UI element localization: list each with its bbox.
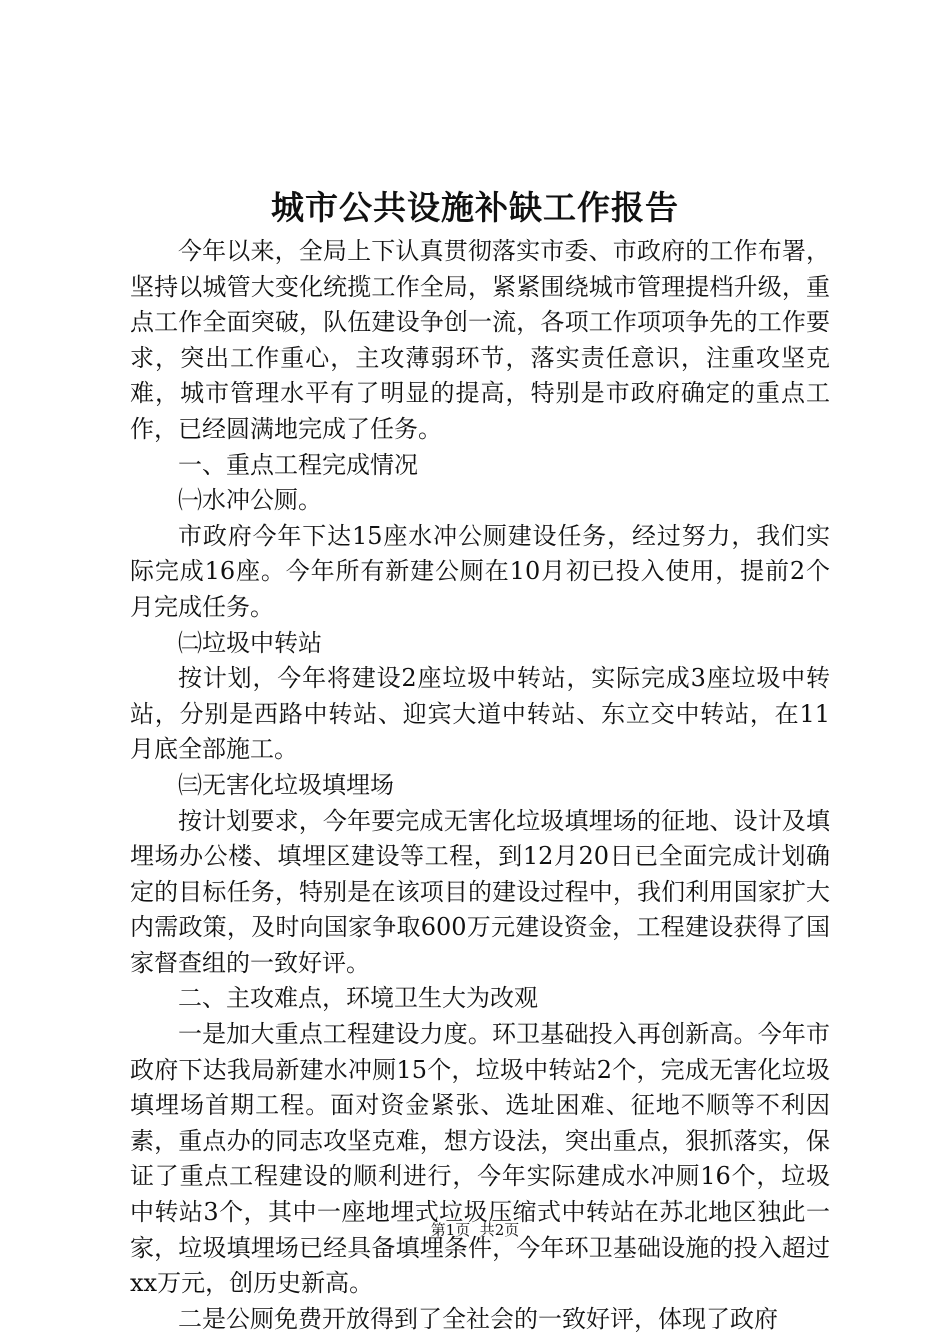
document-body xyxy=(130,234,830,1337)
paragraph-landfill: 按计划要求，今年要完成无害化垃圾填埋场的征地、设计及填埋场办公楼、填埋区建设等工程，到12月20日已全面完成计划确定的目标任务，特别是在该项目的建设过程中，我们利用国家扩大内需政策，及时向国家争取600万元建设资金，工程建设获得了国家督查组的一致好评。 xyxy=(130,806,830,977)
paragraph-transfer-stations: 按计划，今年将建设2座垃圾中转站，实际完成3座垃圾中转站，分别是西路中转站、迎宾大道中转站、东立交中转站，在11月底全部施工。 xyxy=(130,664,830,764)
subheading-toilets: ㈠水冲公厕。 xyxy=(178,486,322,515)
page-number: 第1页 xyxy=(430,1221,471,1239)
page-total: 共2页 xyxy=(479,1221,520,1239)
section-heading-1: 一、重点工程完成情况 xyxy=(178,450,418,479)
paragraph-toilets: 市政府今年下达15座水冲公厕建设任务，经过努力，我们实际完成16座。今年所有新建公厕在10月初已投入使用，提前2个月完成任务。 xyxy=(130,521,830,621)
paragraph-intro: 今年以来，全局上下认真贯彻落实市委、市政府的工作布署，坚持以城管大变化统揽工作全局，紧紧围绕城市管理提档升级，重点工作全面突破，队伍建设争创一流，各项工作项项争先的工作要求，突出工作重心，主攻薄弱环节，落实责任意识，注重攻坚克难，城市管理水平有了明显的提高，特别是市政府确定的重点工作，已经圆满地完成了任务。 xyxy=(130,237,830,443)
subheading-transfer-stations: ㈡垃圾中转站 xyxy=(178,628,322,657)
document-title: 城市公共设施补缺工作报告 xyxy=(271,188,679,227)
paragraph-free-toilets: 二是公厕免费开放得到了全社会的一致好评，体现了政府 xyxy=(178,1304,778,1333)
paragraph-key-projects: 一是加大重点工程建设力度。环卫基础投入再创新高。今年市政府下达我局新建水冲厕15个，垃圾中转站2个，完成无害化垃圾填埋场首期工程。面对资金紧张、选址困难、征地不顺等不利因素，重点办的同志攻坚克难，想方设法，突出重点，狠抓落实，保证了重点工程建设的顺利进行，今年实际建成水冲厕16个，垃圾中转站3个，其中一座地埋式垃圾压缩式中转站在苏北地区独此一家，垃圾填埋场已经具备填埋条件，今年环卫基础设施的投入超过xx万元，创历史新高。 xyxy=(130,1020,830,1298)
subheading-landfill: ㈢无害化垃圾填埋场 xyxy=(178,770,394,799)
section-heading-2: 二、主攻难点，环境卫生大为改观 xyxy=(178,984,538,1013)
page-footer xyxy=(0,1220,950,1240)
